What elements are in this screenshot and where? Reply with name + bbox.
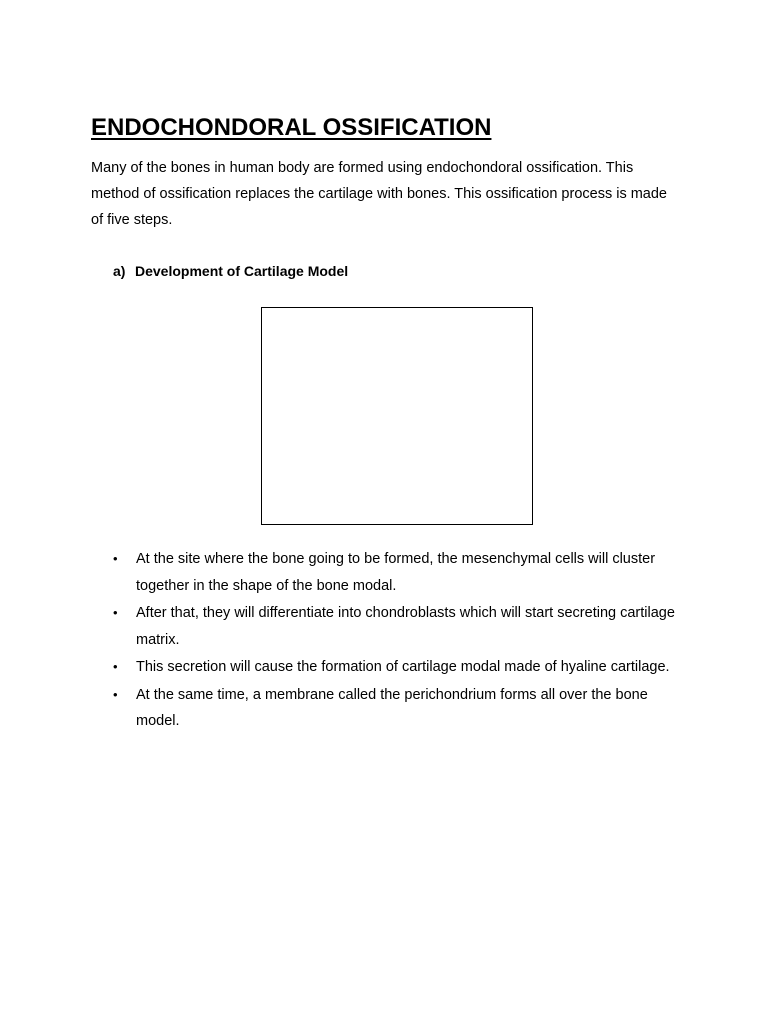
list-item-text: After that, they will differentiate into chondroblasts which will start secreting cartilage matrix. [136, 605, 675, 648]
list-item-text: This secretion will cause the formation of cartilage modal made of hyaline cartilage. [136, 659, 670, 675]
bullet-icon: • [113, 686, 118, 702]
list-item [113, 654, 683, 681]
section-heading-text: Development of Cartilage Model [135, 263, 349, 279]
page-title: ENDOCHONDORAL OSSIFICATION [91, 114, 492, 141]
bullet-icon: • [113, 605, 118, 620]
figure-placeholder-box [261, 307, 533, 525]
list-item-text: At the site where the bone going to be formed, the mesenchymal cells will cluster together in the shape of the bone modal. [136, 551, 656, 594]
list-item [113, 546, 683, 599]
section-heading [113, 263, 348, 279]
section-marker: a) [113, 263, 126, 279]
bullet-list [113, 546, 683, 736]
list-item [113, 682, 683, 735]
bullet-icon: • [113, 659, 118, 674]
list-item [113, 600, 683, 653]
bullet-icon: • [113, 551, 118, 566]
list-item-text: At the same time, a membrane called the perichondrium forms all over the bone model. [136, 686, 648, 729]
intro-paragraph: Many of the bones in human body are formed using endochondoral ossification. This method of ossification replaces the cartilage with bones. This ossification process is made of five steps. [91, 160, 667, 228]
